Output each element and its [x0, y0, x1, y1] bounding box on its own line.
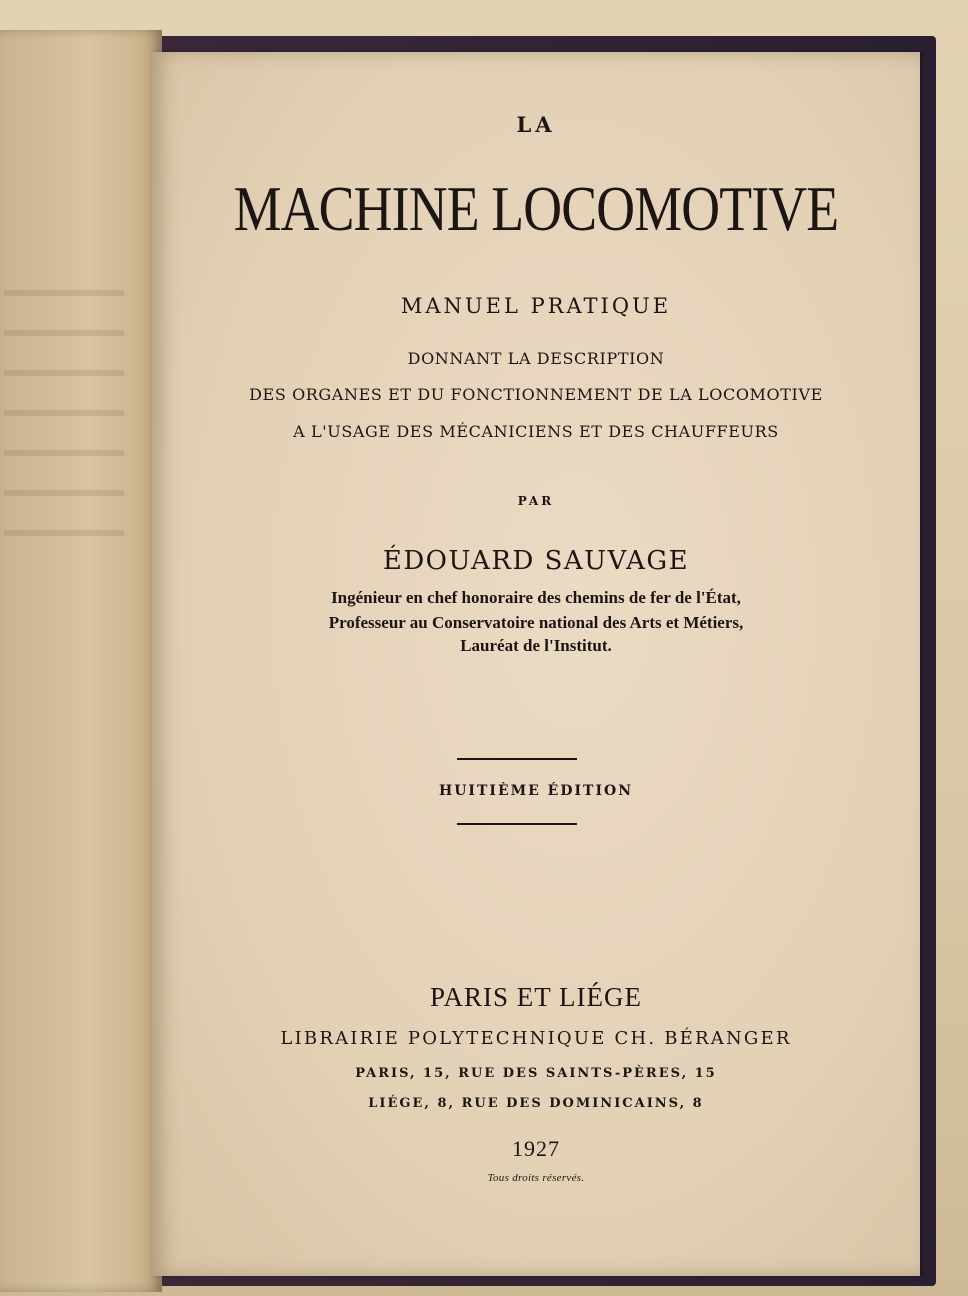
- bleed-through-line: [4, 410, 124, 416]
- author-credential: Lauréat de l'Institut.: [460, 636, 612, 655]
- rights-notice: Tous droits réservés.: [487, 1172, 585, 1184]
- publisher-address: PARIS, 15, RUE DES SAINTS-PÈRES, 15: [355, 1066, 717, 1081]
- description-line: DONNANT LA DESCRIPTION: [407, 349, 665, 368]
- title-article: LA: [516, 112, 556, 137]
- description-line: DES ORGANES ET DU FONCTIONNEMENT DE LA LOCOMOTIVE: [249, 385, 823, 404]
- publisher-name: LIBRAIRIE POLYTECHNIQUE CH. BÉRANGER: [280, 1028, 792, 1049]
- book-subtitle: MANUEL PRATIQUE: [400, 294, 672, 318]
- by-label: PAR: [517, 494, 555, 508]
- book-title: MACHINE LOCOMOTIVE: [233, 173, 839, 244]
- bleed-through-line: [4, 370, 124, 376]
- description-line: A L'USAGE DES MÉCANICIENS ET DES CHAUFFEURS: [293, 422, 779, 441]
- edition-label: HUITIÈME ÉDITION: [439, 783, 633, 799]
- bleed-through-line: [4, 450, 124, 456]
- author-name: ÉDOUARD SAUVAGE: [382, 546, 690, 576]
- divider-rule: [457, 823, 577, 825]
- author-credential: Professeur au Conservatoire national des Arts et Métiers,: [328, 613, 744, 632]
- bleed-through-line: [4, 490, 124, 496]
- bleed-through-line: [4, 530, 124, 536]
- publication-year: 1927: [512, 1136, 560, 1161]
- divider-rule: [457, 758, 577, 760]
- author-credential: Ingénieur en chef honoraire des chemins de fer de l'État,: [331, 588, 741, 607]
- left-page: [0, 30, 162, 1292]
- bleed-through-line: [4, 330, 124, 336]
- publisher-address: LIÉGE, 8, RUE DES DOMINICAINS, 8: [368, 1096, 704, 1111]
- bleed-through-line: [4, 290, 124, 296]
- imprint-cities: PARIS ET LIÉGE: [429, 982, 643, 1012]
